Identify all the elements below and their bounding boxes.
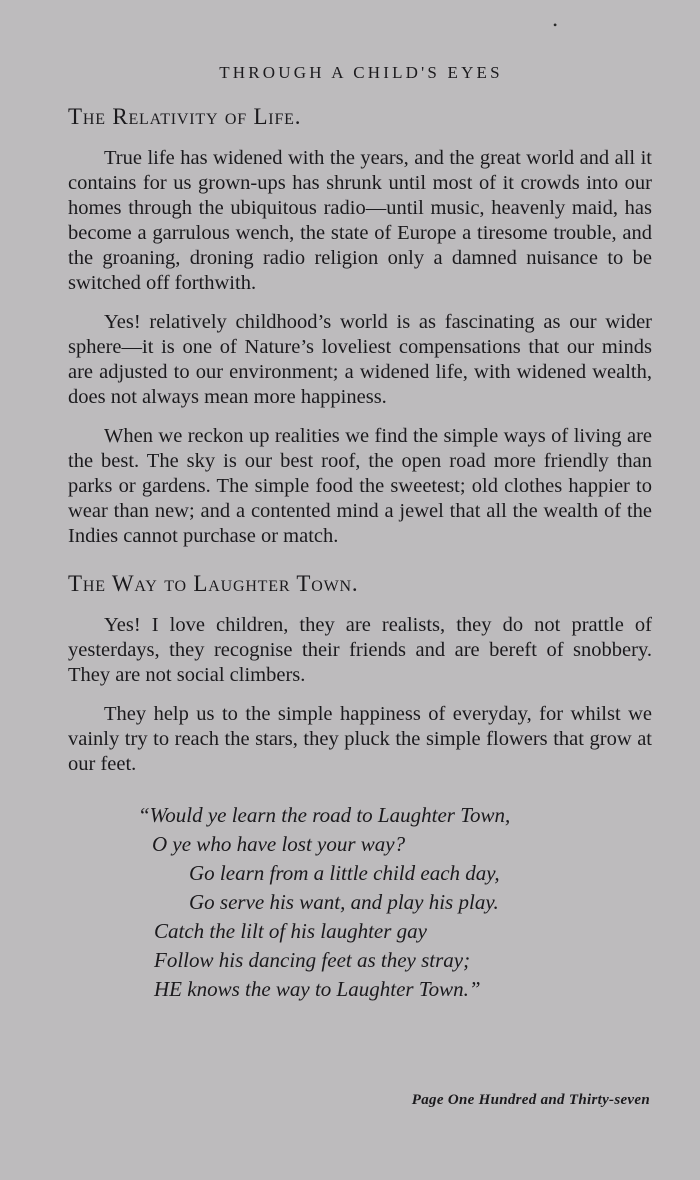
paragraph: Yes! I love children, they are realists, they do not prattle of yesterdays, they recognise their friends and are bereft of snobbery. They are not social climbers. bbox=[68, 614, 652, 686]
poem-line: Follow his dancing feet as they stray; bbox=[154, 948, 471, 972]
running-head: THROUGH A CHILD'S EYES bbox=[219, 63, 503, 82]
section-heading-relativity: The Relativity of Life. bbox=[68, 104, 302, 129]
poem-line: Catch the lilt of his laughter gay bbox=[154, 919, 427, 943]
paragraph: True life has widened with the years, and the great world and all it contains for us grown-ups has shrunk until most of it crowds into our homes through the ubiquitous radio—until music, heavenly maid, has become a garrulous wench, the state of Europe a tiresome trouble, and the groaning, droning radio religion only a damned nuisance to be switched off forthwith. bbox=[68, 147, 652, 294]
poem-line: HE knows the way to Laughter Town.” bbox=[154, 977, 481, 1001]
section-heading-laughter-town: The Way to Laughter Town. bbox=[68, 571, 359, 596]
paragraph: When we reckon up realities we find the simple ways of living are the best. The sky is our best roof, the open road more friendly than parks or gardens. The simple food the sweetest; old clothes happier to wear than new; and a contented mind a jewel that all the wealth of the Indies cannot purchase or match. bbox=[68, 425, 652, 547]
poem-line: Go learn from a little child each day, bbox=[189, 861, 500, 885]
page-mark: • bbox=[553, 18, 558, 32]
poem-line: “Would ye learn the road to Laughter Town, bbox=[138, 803, 511, 827]
poem bbox=[68, 801, 652, 1004]
poem-line: O ye who have lost your way? bbox=[152, 832, 406, 856]
poem-line: Go serve his want, and play his play. bbox=[189, 890, 499, 914]
page-body bbox=[68, 104, 652, 1004]
page-number: Page One Hundred and Thirty-seven bbox=[411, 1092, 650, 1108]
paragraph: Yes! relatively childhood’s world is as fascinating as our wider sphere—it is one of Nature’s loveliest compensations that our minds are adjusted to our environment; a widened life, with widened wealth, does not always mean more happiness. bbox=[68, 311, 652, 408]
paragraph: They help us to the simple happiness of everyday, for whilst we vainly try to reach the stars, they pluck the simple flowers that grow at our feet. bbox=[68, 703, 652, 775]
